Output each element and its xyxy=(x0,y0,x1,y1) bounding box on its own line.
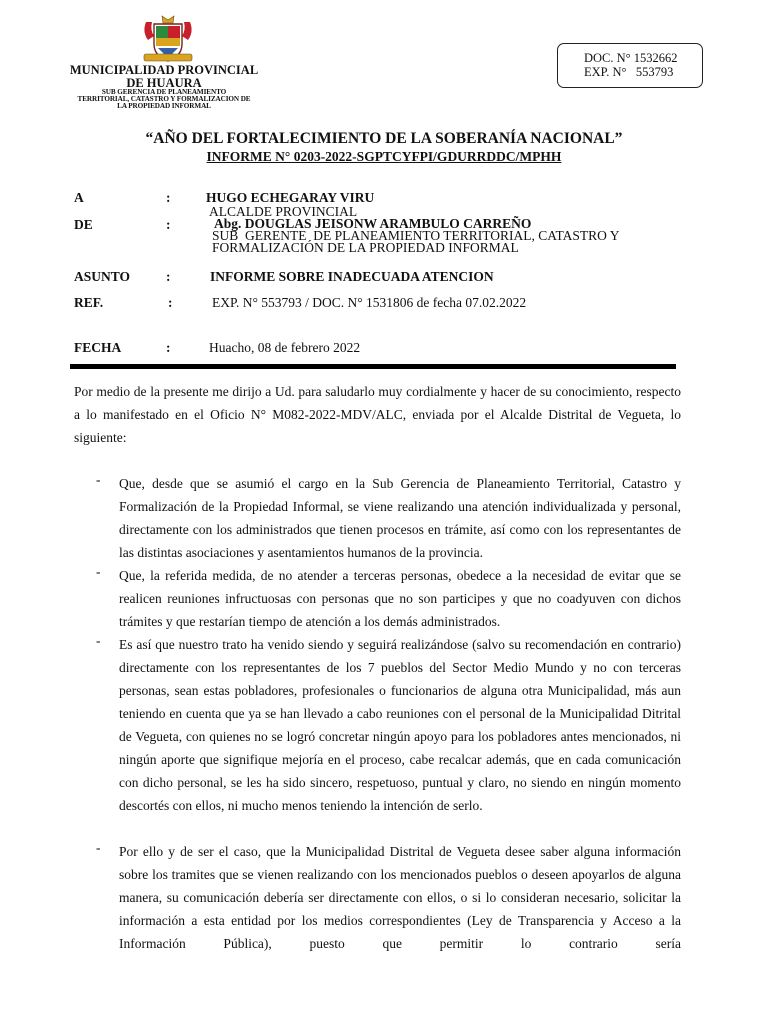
sub-office-line3: LA PROPIEDAD INFORMAL xyxy=(117,102,211,111)
field-asunto-colon: : xyxy=(166,269,171,284)
bullet-item: Es así que nuestro trato ha venido siendo y seguirá realizándose (salvo su recomendación en contrario) directamente con los representantes de los 7 pueblos del Sector Medio Mundo y no con terceras personas, sean estas pobladores, profesionales o funcionarios de alguna otra Municipalidad, más aun teniendo en cuenta que ya se han llevado a cabo reuniones con el personal de la Municipalidad Ditrital de Vegueta, con quienes no se logró concretar ningún apoyo para los pobladores antes mencionados, ni ningún aporte que signifique mejoría en el proceso, cabe recalcar además, que en cada comunicación con dicho personal, se les ha sido sincero, respetuoso, puntual y claro, no siendo en ningún momento descortés con ellos, ni mucho menos teniendo la intención de serlo. xyxy=(119,637,681,813)
municipal-coat-of-arms xyxy=(140,14,196,66)
org-name-line1: MUNICIPALIDAD PROVINCIAL xyxy=(69,63,259,77)
field-fecha-value: Huacho, 08 de febrero 2022 xyxy=(209,340,361,355)
field-fecha-colon: : xyxy=(166,340,171,355)
field-fecha-label: FECHA xyxy=(74,340,122,355)
field-de-name: Abg. DOUGLAS JEISONW ARAMBULO CARREÑO xyxy=(214,216,532,231)
document-reference-box xyxy=(557,43,703,88)
bullet-item: Por ello y de ser el caso, que la Municipalidad Distrital de Vegueta desee saber alguna información sobre los tramites que se vienen realizando con los mencionados pueblos o deseen apoyarlos de alguna manera, su comunicación debería ser directamente con ellos, o si lo consideran necesario, solicitar la información a esta entidad por los medios correspondientes (Ley de Transparencia y Acceso a la Información Pública), puesto que permitir lo contrario sería xyxy=(119,844,681,951)
bullet-marker: - xyxy=(96,472,101,487)
bullet-item: Que, desde que se asumió el cargo en la Sub Gerencia de Planeamiento Territorial, Catastro y Formalización de la Propiedad Informal, se viene realizando una atención individualizada y personal, directamente con los administrados que tienen procesos en trámite, así como con los representantes de las distintas asociaciones y asentamientos humanos de la provincia. xyxy=(119,476,681,560)
org-name-line2: DE HUAURA xyxy=(126,75,202,90)
field-de-title-line2: FORMALIZACIÓN DE LA PROPIEDAD INFORMAL xyxy=(212,240,519,255)
doc-number: DOC. N° 1532662 xyxy=(584,51,678,65)
field-ref-label: REF. xyxy=(74,295,104,310)
field-a-colon: : xyxy=(166,190,171,205)
bullet-marker: - xyxy=(96,840,101,855)
field-ref-value: EXP. N° 553793 / DOC. N° 1531806 de fecha 07.02.2022 xyxy=(212,295,527,310)
field-ref-colon: : xyxy=(168,295,173,310)
field-a-title: ALCALDE PROVINCIAL xyxy=(209,204,358,219)
field-asunto-label: ASUNTO xyxy=(74,269,131,284)
field-de-title-line1: SUB GERENTE DE PLANEAMIENTO TERRITORIAL, CATASTRO Y xyxy=(212,228,620,243)
year-title: “AÑO DEL FORTALECIMIENTO DE LA SOBERANÍA NACIONAL” xyxy=(145,130,623,147)
bullet-marker: - xyxy=(96,564,101,579)
exp-number: EXP. N° 553793 xyxy=(584,65,674,79)
field-asunto-value: INFORME SOBRE INADECUADA ATENCION xyxy=(210,269,494,284)
bullet-item: Que, la referida medida, de no atender a terceras personas, obedece a la necesidad de evitar que se realicen reuniones infructuosas con personas que no son participes y que no coadyuven con dichos trámites y que restarían tiempo de atención a los demás administrados. xyxy=(119,568,681,629)
informe-number: INFORME N° 0203-2022-SGPTCYFPI/GDURRDDC/MPHH xyxy=(206,149,562,164)
sub-office-line1: SUB GERENCIA DE PLANEAMIENTO xyxy=(101,88,227,96)
intro-paragraph: Por medio de la presente me dirijo a Ud. para saludarlo muy cordialmente y hacer de su conocimiento, respecto a lo manifestado en el Oficio N° M082-2022-MDV/ALC, enviada por el Alcalde Distrital de Vegueta, lo siguiente: xyxy=(74,384,681,445)
sub-office-line2: TERRITORIAL, CATASTRO Y FORMALIZACION DE xyxy=(77,95,251,104)
organization-heading xyxy=(60,64,268,111)
field-a-label: A xyxy=(74,190,84,205)
field-a-name: HUGO ECHEGARAY VIRU xyxy=(206,190,375,205)
bullet-marker: - xyxy=(96,633,101,648)
field-de-label: DE xyxy=(74,217,93,232)
field-de-colon: : xyxy=(166,217,171,232)
header-divider xyxy=(70,364,676,369)
